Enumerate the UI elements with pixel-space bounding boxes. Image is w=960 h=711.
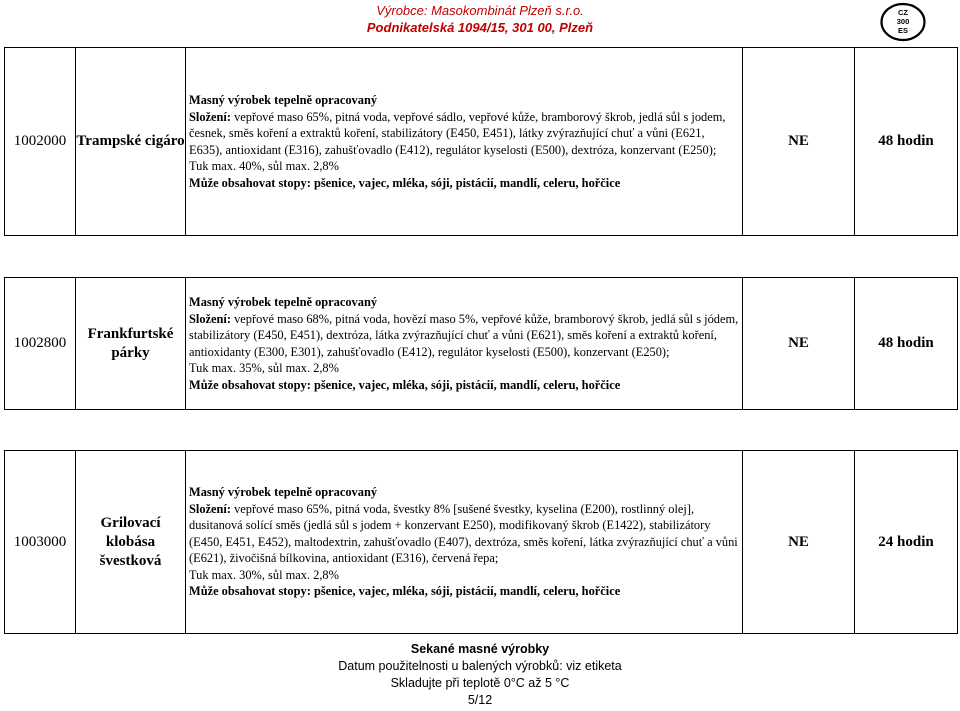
table-row: [5, 451, 958, 634]
allergens-text: Může obsahovat stopy: pšenice, vajec, mléka, sóji, pistácií, mandlí, celeru, hořčice: [189, 175, 621, 190]
composition-text: [189, 109, 740, 159]
ne-flag: NE: [743, 451, 855, 634]
nutrition-text: Tuk max. 35%, sůl max. 2,8%: [189, 361, 339, 375]
composition-label: Složení:: [189, 311, 231, 326]
manufacturer-header: [0, 2, 960, 36]
footer-title: Sekané masné výrobky: [410, 642, 550, 656]
allergens-text: Může obsahovat stopy: pšenice, vajec, mléka, sóji, pistácií, mandlí, celeru, hořčice: [189, 584, 621, 599]
table-row: [5, 48, 958, 236]
shelf-life: 24 hodin: [855, 451, 958, 634]
manufacturer-address: Podnikatelská 1094/15, 301 00, Plzeň: [366, 20, 594, 35]
footer-storage-note: Skladujte při teplotě 0°C až 5 °C: [390, 676, 570, 690]
row-spacer: [5, 410, 958, 451]
row-spacer: [5, 236, 958, 278]
composition-ingredients: vepřové maso 68%, pitná voda, hovězí maso 5%, vepřové kůže, bramborový škrob, jedlá sůl s jódem, stabilizátory (E450, E451), dextróza, látka zvýrazňující chuť a vůni (E621), směs koření a extraktů koření, antioxidanty (E300, E301), zahušťovadlo (E412), regulátor kyselosti (E500), konzervant (E250);: [189, 311, 739, 359]
composition-ingredients: vepřové maso 65%, pitná voda, švestky 8% [sušené švestky, kyselina (E200), rostlinný olej], dusitanová solící směs (jedlá sůl s jodem + konzervant E250), modifikovaný škrob (E1422), stabilizátory (E450, E451, E452), maltodextrin, zahušťovadlo (E407), dextróza, směs koření, látka zvýrazňující chuť a vůni (E621), živočišná bílkovina, antioxidant (E316), červená řepa;: [189, 501, 738, 566]
ne-flag: NE: [743, 278, 855, 410]
composition-ingredients: vepřové maso 65%, pitná voda, vepřové sádlo, vepřové kůže, bramborový škrob, jedlá sůl s jodem, česnek, směs koření a extraktů koření, stabilizátory (E450, E451), látky zvýrazňující chuť a vůni (E621, E635), antioxidant (E316), zahušťovadlo (E412), regulátor kyselosti (E500), dextróza, konzervant (E250);: [189, 109, 726, 157]
product-composition: [186, 451, 743, 634]
shelf-life: 48 hodin: [855, 48, 958, 236]
footer-expiry-note: Datum použitelnosti u balených výrobků: viz etiketa: [338, 659, 622, 673]
product-composition: [186, 48, 743, 236]
manufacturer-name: Výrobce: Masokombinát Plzeň s.r.o.: [376, 3, 584, 18]
logo-line-1: CZ: [898, 8, 908, 17]
product-code: 1002000: [5, 48, 76, 236]
composition-text: [189, 501, 740, 567]
health-mark-logo: [880, 2, 926, 42]
logo-line-3: ES: [897, 26, 909, 35]
table-row: [5, 278, 958, 410]
products-table: [4, 47, 958, 634]
composition-label: Složení:: [189, 501, 231, 516]
page-footer: [0, 641, 960, 709]
allergens-text: Může obsahovat stopy: pšenice, vajec, mléka, sóji, pistácií, mandlí, celeru, hořčice: [189, 377, 621, 392]
product-code: 1002800: [5, 278, 76, 410]
product-code: 1003000: [5, 451, 76, 634]
nutrition-text: Tuk max. 40%, sůl max. 2,8%: [189, 159, 339, 173]
shelf-life: 48 hodin: [855, 278, 958, 410]
page-number: 5/12: [467, 693, 493, 707]
product-type: Masný výrobek tepelně opracovaný: [189, 93, 378, 107]
product-name: Frankfurtské párky: [76, 278, 186, 410]
composition-label: Složení:: [189, 109, 231, 124]
product-type: Masný výrobek tepelně opracovaný: [189, 485, 378, 500]
ne-flag: NE: [743, 48, 855, 236]
composition-text: [189, 311, 740, 361]
product-name: Trampské cigáro: [76, 48, 186, 236]
product-composition: [186, 278, 743, 410]
nutrition-text: Tuk max. 30%, sůl max. 2,8%: [189, 567, 339, 582]
logo-line-2: 300: [896, 17, 910, 26]
product-type: Masný výrobek tepelně opracovaný: [189, 295, 378, 309]
product-name: Grilovací klobása švestková: [76, 451, 186, 634]
